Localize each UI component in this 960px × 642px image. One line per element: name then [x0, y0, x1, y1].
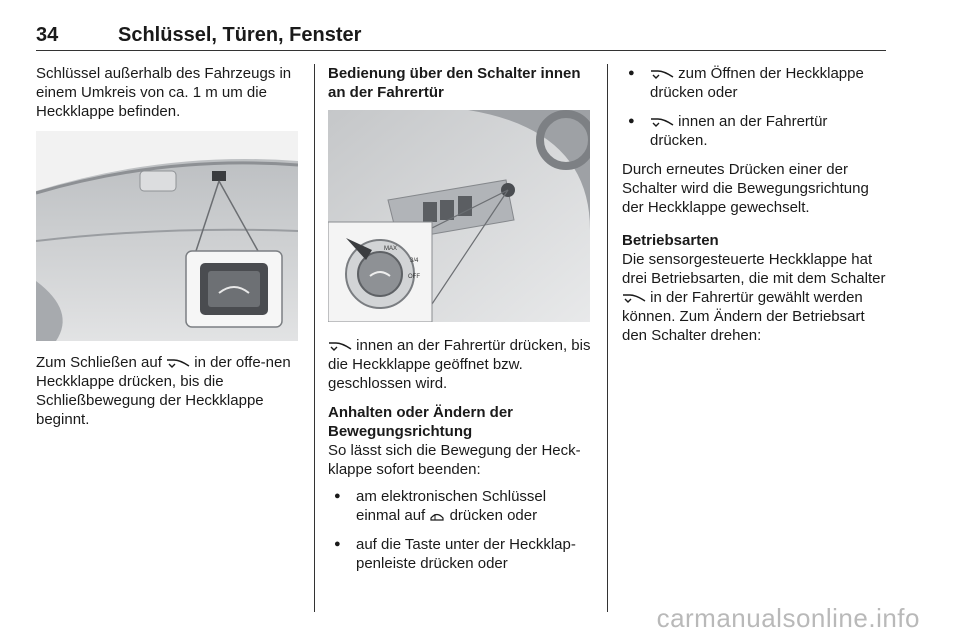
press-switch-paragraph: [328, 336, 592, 393]
car-key-tailgate-icon: [429, 510, 445, 522]
page-header: [36, 18, 886, 54]
modes-text-end: in der Fahrertür gewählt werden können. Zum Ändern der Betriebsart den Schalter drehen:: [622, 289, 865, 344]
tailgate-icon: [166, 357, 190, 369]
key-bullet-text-start: am elektronischen Schlüssel einmal auf: [356, 488, 547, 524]
column-1: [36, 64, 300, 439]
page-number: 34: [36, 24, 59, 46]
door-bullet-text: innen an der Fahrertür drücken.: [650, 113, 828, 149]
switch-label-3-4: 3/4: [410, 258, 419, 264]
stop-methods-list: [328, 487, 592, 573]
intro-paragraph: Schlüssel außerhalb des Fahrzeugs in einem Umkreis von ca. 1 m um die Heckklappe befinden.: [36, 65, 292, 120]
open-bullet-text: zum Öffnen der Heckklappe drücken oder: [650, 65, 864, 101]
tailgate-icon: [328, 340, 352, 352]
tailgate-illustration: [36, 131, 298, 341]
key-bullet-text-end: drücken oder: [449, 507, 538, 524]
tailgate-icon: [650, 116, 674, 128]
tailgate-icon: [622, 292, 646, 304]
close-text-end: in der offe-nen Heckklappe drücken, bis die Schließbewegung der Heckklappe beginnt.: [36, 354, 291, 428]
door-switch-illustration: [328, 110, 590, 322]
chapter-title: Schlüssel, Türen, Fenster: [118, 24, 362, 46]
close-text-start: Zum Schließen auf: [36, 354, 162, 371]
door-switch-figure: [328, 110, 590, 322]
column-3: [622, 64, 886, 355]
stop-change-heading: Anhalten oder Ändern der Bewegungsrichtung: [328, 404, 514, 440]
list-item: [622, 112, 886, 150]
tailgate-figure: [36, 131, 298, 341]
list-item: [328, 487, 592, 525]
watermark: carmanualsonline.info: [656, 603, 920, 633]
close-paragraph: [36, 353, 300, 429]
switch-label-off: OFF: [408, 274, 420, 280]
operating-modes-paragraph: [622, 250, 886, 345]
list-item: [622, 64, 886, 102]
column-divider-2: [607, 64, 608, 612]
repeat-press-paragraph: Durch erneutes Drücken einer der Schalter wird die Bewegungsrichtung der Heckklappe gewechselt.: [622, 161, 869, 216]
column-2: [328, 64, 592, 583]
tailgate-icon: [650, 68, 674, 80]
press-switch-text: innen an der Fahrertür drücken, bis die Heckklappe geöffnet bzw. geschlossen wird.: [328, 337, 591, 392]
switch-label-max: MAX: [384, 246, 398, 252]
list-item: ● auf die Taste unter der Heckklap-penleiste drücken oder: [328, 535, 592, 573]
operating-modes-heading: Betriebsarten: [622, 232, 719, 249]
stop-intro-text: So lässt sich die Bewegung der Heck-klappe sofort beenden:: [328, 442, 581, 478]
header-rule: [36, 50, 886, 51]
modes-text-start: Die sensorgesteuerte Heckklappe hat drei Betriebsarten, die mit dem Schalter: [622, 251, 886, 287]
driver-door-heading: Bedienung über den Schalter innen an der Fahrertür: [328, 65, 581, 101]
column-divider-1: [314, 64, 315, 612]
open-methods-list: [622, 64, 886, 150]
